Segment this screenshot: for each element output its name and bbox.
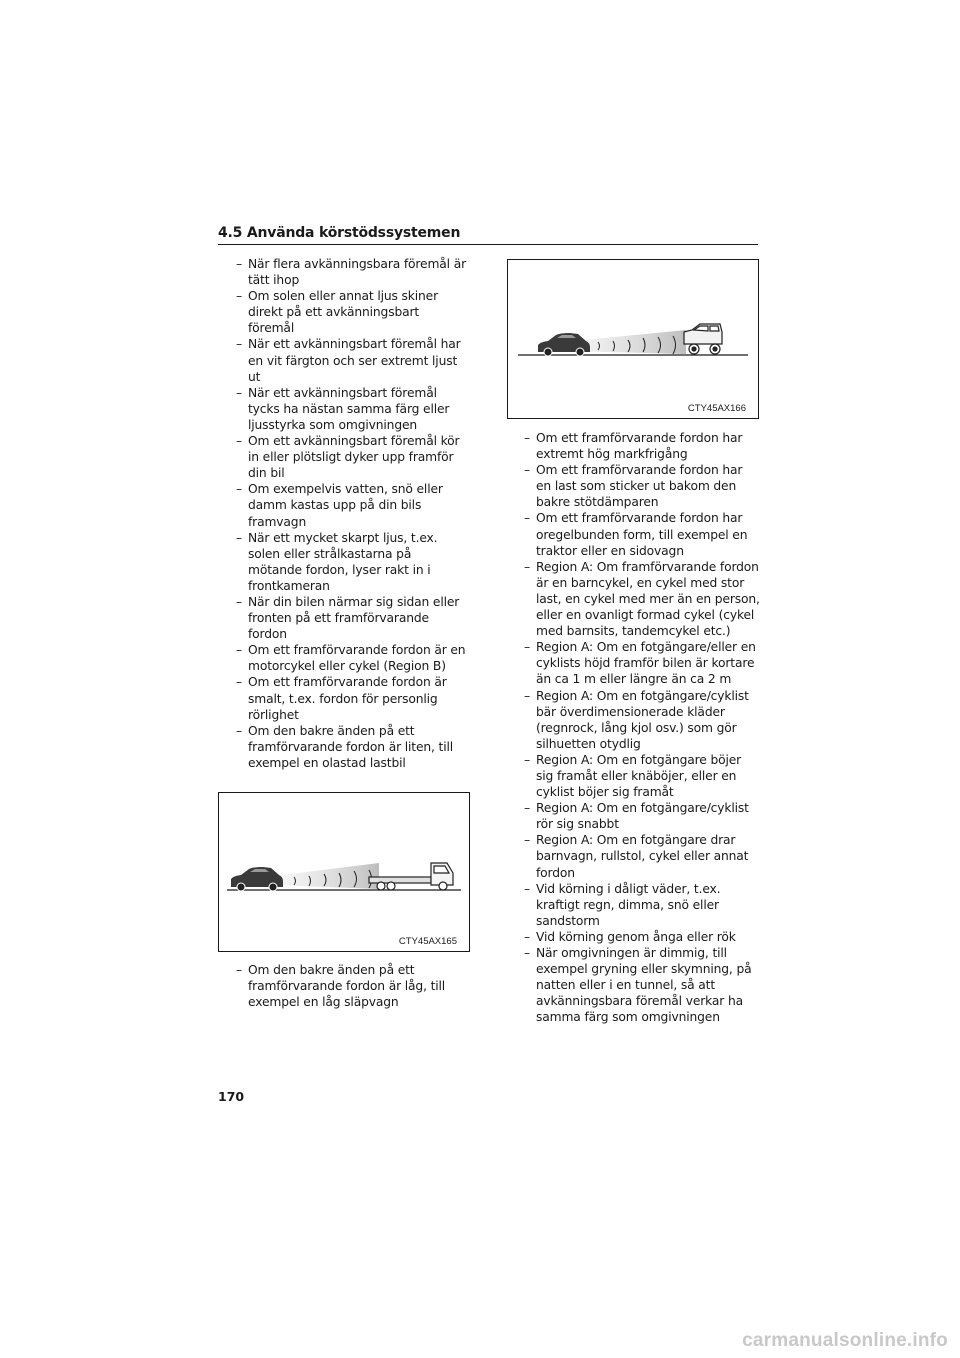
list-item: – När flera avkänningsbara föremål är tätt ihop: [236, 256, 468, 288]
left-column-bottom: [236, 962, 468, 1010]
watermark: carmanualsonline.info: [742, 1330, 948, 1351]
car-radar-truck-illustration: [219, 793, 469, 951]
list-item: – Om ett framförvarande fordon har en last som sticker ut bakom den bakre stötdämparen: [524, 462, 760, 510]
list-item: – När omgivningen är dimmig, till exempel gryning eller skymning, på natten eller i en tunnel, så att avkänningsbara föremål verkar ha samma färg som omgivningen: [524, 945, 760, 1025]
list-item: – Vid körning i dåligt väder, t.ex. kraftigt regn, dimma, snö eller sandstorm: [524, 881, 760, 929]
list-item: – Om den bakre änden på ett framförvarande fordon är liten, till exempel en olastad lastbil: [236, 723, 468, 771]
suv-icon: [684, 324, 722, 354]
right-column: [524, 430, 760, 1025]
list-item: – Region A: Om en fotgängare/cyklist bär överdimensionerade kläder (regnrock, lång kjol osv.) som gör silhuetten otydlig: [524, 688, 760, 752]
list-item: – Om solen eller annat ljus skiner direkt på ett avkänningsbart föremål: [236, 288, 468, 336]
list-item: – När ett avkänningsbart föremål har en vit färgton och ser extremt ljust ut: [236, 336, 468, 384]
list-item: – Om den bakre änden på ett framförvarande fordon är låg, till exempel en låg släpvagn: [236, 962, 468, 1010]
list-item: – Om ett avkänningsbart föremål kör in eller plötsligt dyker upp framför din bil: [236, 433, 468, 481]
car-icon: [231, 867, 283, 891]
car-icon: [538, 333, 590, 356]
condition-list-right: [524, 430, 760, 1025]
condition-list-left-top: [236, 256, 468, 771]
list-item: – Om exempelvis vatten, snö eller damm kastas upp på din bils framvagn: [236, 481, 468, 529]
list-item: – När din bilen närmar sig sidan eller fronten på ett framförvarande fordon: [236, 594, 468, 642]
list-item: – När ett mycket skarpt ljus, t.ex. solen eller strålkastarna på mötande fordon, lyser rakt in i frontkameran: [236, 530, 468, 594]
left-column-top: [236, 256, 468, 771]
list-item: – Region A: Om en fotgängare böjer sig framåt eller knäböjer, eller en cyklist böjer sig framåt: [524, 752, 760, 800]
list-item: – Om ett framförvarande fordon är smalt, t.ex. fordon för personlig rörlighet: [236, 674, 468, 722]
list-item: – När ett avkänningsbart föremål tycks ha nästan samma färg eller ljusstyrka som omgivningen: [236, 385, 468, 433]
list-item: – Om ett framförvarande fordon är en motorcykel eller cykel (Region B): [236, 642, 468, 674]
truck-icon: [369, 863, 453, 890]
illustration-low-rear-truck: [218, 792, 470, 952]
page-number: 170: [218, 1089, 245, 1104]
list-item: – Region A: Om en fotgängare/cyklist rör sig snabbt: [524, 800, 760, 832]
figure-code: CTY45AX166: [687, 403, 746, 414]
figure-code: CTY45AX165: [398, 936, 457, 947]
car-radar-suv-illustration: [508, 260, 758, 418]
list-item: – Region A: Om framförvarande fordon är en barncykel, en cykel med stor last, en cykel med mer än en person, eller en ovanligt formad cykel (cykel med barnsits, tandemcykel etc.): [524, 559, 760, 639]
list-item: – Vid körning genom ånga eller rök: [524, 929, 760, 945]
illustration-high-clearance: [507, 259, 759, 419]
section-header: 4.5 Använda körstödssystemen: [218, 225, 758, 245]
list-item: – Om ett framförvarande fordon har oregelbunden form, till exempel en traktor eller en sidovagn: [524, 510, 760, 558]
list-item: – Region A: Om en fotgängare drar barnvagn, rullstol, cykel eller annat fordon: [524, 832, 760, 880]
condition-list-left-bottom: [236, 962, 468, 1010]
list-item: – Om ett framförvarande fordon har extremt hög markfrigång: [524, 430, 760, 462]
list-item: – Region A: Om en fotgängare/eller en cyklists höjd framför bilen är kortare än ca 1 m eller längre än ca 2 m: [524, 639, 760, 687]
